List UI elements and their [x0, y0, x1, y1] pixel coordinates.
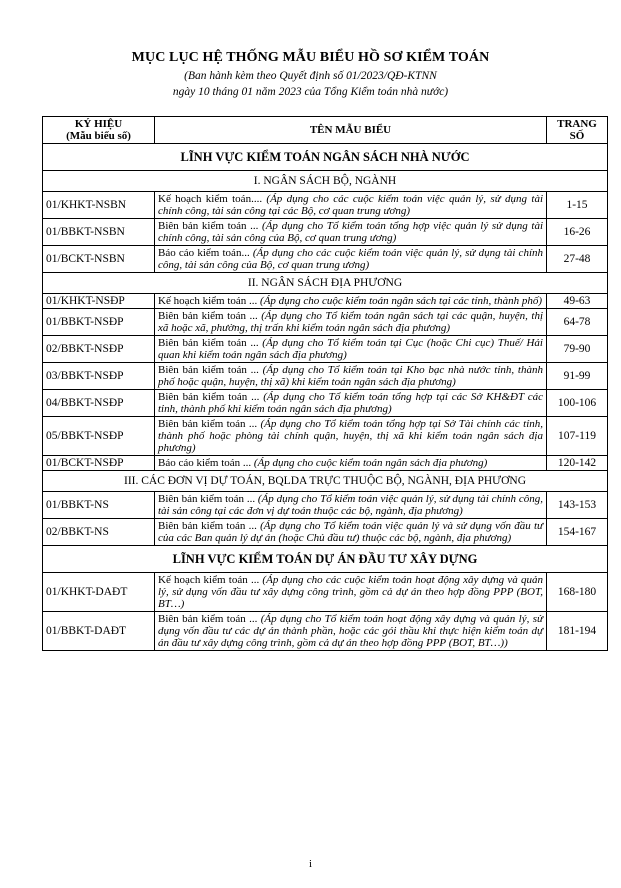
form-page-range: 154-167 [547, 519, 608, 546]
form-note: (Áp dụng cho Tổ kiểm toán ngân sách tại các quận, huyện, thị xã hoặc xã, phường, thị trấn khi kiểm toán ngân sách địa phương) [158, 310, 543, 334]
group-row [43, 471, 608, 492]
form-description [155, 336, 547, 363]
header-page [547, 117, 608, 144]
form-page-range: 16-26 [547, 219, 608, 246]
form-code: 03/BBKT-NSĐP [43, 363, 155, 390]
form-description [155, 612, 547, 651]
group-row [43, 273, 608, 294]
form-code: 01/KHKT-NSBN [43, 192, 155, 219]
form-note: (Áp dụng cho cuộc kiểm toán ngân sách tại các tỉnh, thành phố) [257, 295, 543, 307]
form-page-range: 64-78 [547, 309, 608, 336]
document-subtitle-line1: (Ban hành kèm theo Quyết định số 01/2023/QĐ-KTNN [184, 70, 437, 82]
group-row [43, 171, 608, 192]
table-row [43, 219, 608, 246]
form-page-range: 120-142 [547, 456, 608, 471]
form-note: (Áp dụng cho Tổ kiểm toán hoạt động xây dựng và quản lý, sử dụng vốn đầu tư các dự án thành phần, hoặc các gói thầu khi thực hiện kiểm toán dự án đầu tư xây dựng công trình, gồm cả dự án theo hợp đồng PPP (BOT, BT…)) [158, 613, 544, 649]
table-row [43, 612, 608, 651]
form-page-range: 27-48 [547, 246, 608, 273]
form-note: (Áp dụng cho Tổ kiểm toán việc quản lý, sử dụng tài chính công, tài sản công tại các đơn vị dự toán thuộc các bộ, ngành, địa phương) [158, 493, 544, 517]
form-description [155, 492, 547, 519]
form-description [155, 246, 547, 273]
form-name: Kế hoạch kiểm toán ... [158, 574, 260, 586]
form-name: Báo cáo kiểm toán ... [158, 457, 252, 469]
table-row [43, 492, 608, 519]
page-number: i [308, 858, 313, 870]
form-page-range: 49-63 [547, 294, 608, 309]
table-row [43, 192, 608, 219]
form-description [155, 309, 547, 336]
form-page-range: 143-153 [547, 492, 608, 519]
form-description [155, 294, 547, 309]
form-note: (Áp dụng cho Tổ kiểm toán tại Cục (hoặc Chi cục) Thuế/ Hải quan khi kiểm toán ngân sách địa phương) [158, 337, 543, 361]
form-note: (Áp dụng cho cuộc kiểm toán ngân sách địa phương) [251, 457, 488, 469]
form-code: 02/BBKT-NS [43, 519, 155, 546]
header-code [43, 117, 155, 144]
form-description [155, 363, 547, 390]
form-page-range: 79-90 [547, 336, 608, 363]
table-row [43, 456, 608, 471]
form-description [155, 192, 547, 219]
form-code: 01/BBKT-DAĐT [43, 612, 155, 651]
form-description [155, 219, 547, 246]
document-subtitle-line2: ngày 10 tháng 01 năm 2023 của Tổng Kiểm toán nhà nước) [172, 86, 449, 98]
form-note: (Áp dụng cho Tổ kiểm toán tổng hợp việc quản lý sử dụng tài chính công, tài sản công của Bộ, cơ quan trung ương) [158, 220, 544, 244]
form-note: (Áp dụng cho các cuộc kiểm toán việc quản lý, sử dụng tài chính công, tài sản công tại các Bộ, cơ quan trung ương) [158, 193, 543, 217]
form-description [155, 456, 547, 471]
form-name: Biên bản kiểm toán ... [158, 337, 259, 349]
section-row [43, 546, 608, 573]
table-row [43, 309, 608, 336]
header-code-sublabel: (Mẫu biểu số) [66, 130, 131, 142]
form-code: 01/KHKT-NSĐP [43, 294, 155, 309]
form-note: (Áp dụng cho Tổ kiểm toán tổng hợp tại các Sở KH&ĐT các tỉnh, thành phố khi kiểm toán ngân sách địa phương) [158, 391, 543, 415]
form-code: 01/BCKT-NSĐP [43, 456, 155, 471]
table-row [43, 336, 608, 363]
form-page-range: 107-119 [547, 417, 608, 456]
table-row [43, 390, 608, 417]
forms-index-table [42, 116, 608, 651]
form-name: Biên bản kiểm toán ... [158, 391, 260, 403]
form-note: (Áp dụng cho Tổ kiểm toán tại Kho bạc nhà nước tỉnh, thành phố hoặc quận, huyện, thị xã) khi kiểm toán ngân sách địa phương) [158, 364, 543, 388]
table-row [43, 363, 608, 390]
form-name: Biên bản kiểm toán ... [158, 520, 257, 532]
form-note: (Áp dụng cho Tổ kiểm toán việc quản lý và sử dụng vốn đầu tư của các Ban quản lý dự án (hoặc Chủ đầu tư) thuộc các bộ, ngành, địa phương) [158, 520, 544, 544]
form-code: 04/BBKT-NSĐP [43, 390, 155, 417]
form-name: Kế hoạch kiểm toán.... [158, 193, 263, 205]
form-name: Biên bản kiểm toán ... [158, 613, 258, 625]
document-title: MỤC LỤC HỆ THỐNG MẪU BIỂU HỒ SƠ KIỂM TOÁN [131, 50, 490, 65]
table-row [43, 573, 608, 612]
form-description [155, 417, 547, 456]
section-title: LĨNH VỰC KIỂM TOÁN DỰ ÁN ĐẦU TƯ XÂY DỰNG [43, 546, 608, 573]
table-header-row [43, 117, 608, 144]
form-note: (Áp dụng cho Tổ kiểm toán tổng hợp tại Sở Tài chính các tỉnh, thành phố hoặc phòng tài chính quận, huyện, thị xã khi kiểm toán ngân sách địa phương) [158, 418, 544, 454]
form-name: Báo cáo kiểm toán... [158, 247, 250, 259]
form-page-range: 1-15 [547, 192, 608, 219]
form-code: 01/BBKT-NS [43, 492, 155, 519]
form-description [155, 390, 547, 417]
form-code: 02/BBKT-NSĐP [43, 336, 155, 363]
table-row [43, 519, 608, 546]
form-note: (Áp dụng cho các cuộc kiểm toán việc quản lý, sử dụng tài chính công, tài sản công của Bộ, cơ quan trung ương) [158, 247, 543, 271]
form-page-range: 181-194 [547, 612, 608, 651]
section-row [43, 144, 608, 171]
form-page-range: 168-180 [547, 573, 608, 612]
table-row [43, 246, 608, 273]
form-name: Biên bản kiểm toán ... [158, 418, 258, 430]
group-title: III. CÁC ĐƠN VỊ DỰ TOÁN, BQLDA TRỰC THUỘC BỘ, NGÀNH, ĐỊA PHƯƠNG [43, 471, 608, 492]
header-name: TÊN MẪU BIỂU [155, 117, 547, 144]
form-description [155, 573, 547, 612]
table-body [43, 144, 608, 651]
group-title: I. NGÂN SÁCH BỘ, NGÀNH [43, 171, 608, 192]
form-name: Biên bản kiểm toán ... [158, 310, 258, 322]
form-description [155, 519, 547, 546]
form-code: 05/BBKT-NSĐP [43, 417, 155, 456]
form-name: Kế hoạch kiểm toán ... [158, 295, 258, 307]
group-title: II. NGÂN SÁCH ĐỊA PHƯƠNG [43, 273, 608, 294]
table-row [43, 294, 608, 309]
form-code: 01/KHKT-DAĐT [43, 573, 155, 612]
form-name: Biên bản kiểm toán ... [158, 364, 259, 376]
form-note: (Áp dụng cho các cuộc kiểm toán hoạt động xây dựng và quản lý, sử dụng vốn đầu tư xây dựng công trình, gồm cả dự án theo hợp đồng PPP (BOT, BT…) [158, 574, 543, 610]
form-code: 01/BBKT-NSĐP [43, 309, 155, 336]
table-row [43, 417, 608, 456]
form-name: Biên bản kiểm toán ... [158, 493, 256, 505]
form-code: 01/BCKT-NSBN [43, 246, 155, 273]
section-title: LĨNH VỰC KIỂM TOÁN NGÂN SÁCH NHÀ NƯỚC [43, 144, 608, 171]
header-page-sublabel: SỐ [569, 130, 585, 142]
form-page-range: 91-99 [547, 363, 608, 390]
header-code-label: KÝ HIỆU [74, 118, 123, 130]
header-page-label: TRANG [557, 118, 597, 130]
form-page-range: 100-106 [547, 390, 608, 417]
form-name: Biên bản kiểm toán ... [158, 220, 259, 232]
form-code: 01/BBKT-NSBN [43, 219, 155, 246]
